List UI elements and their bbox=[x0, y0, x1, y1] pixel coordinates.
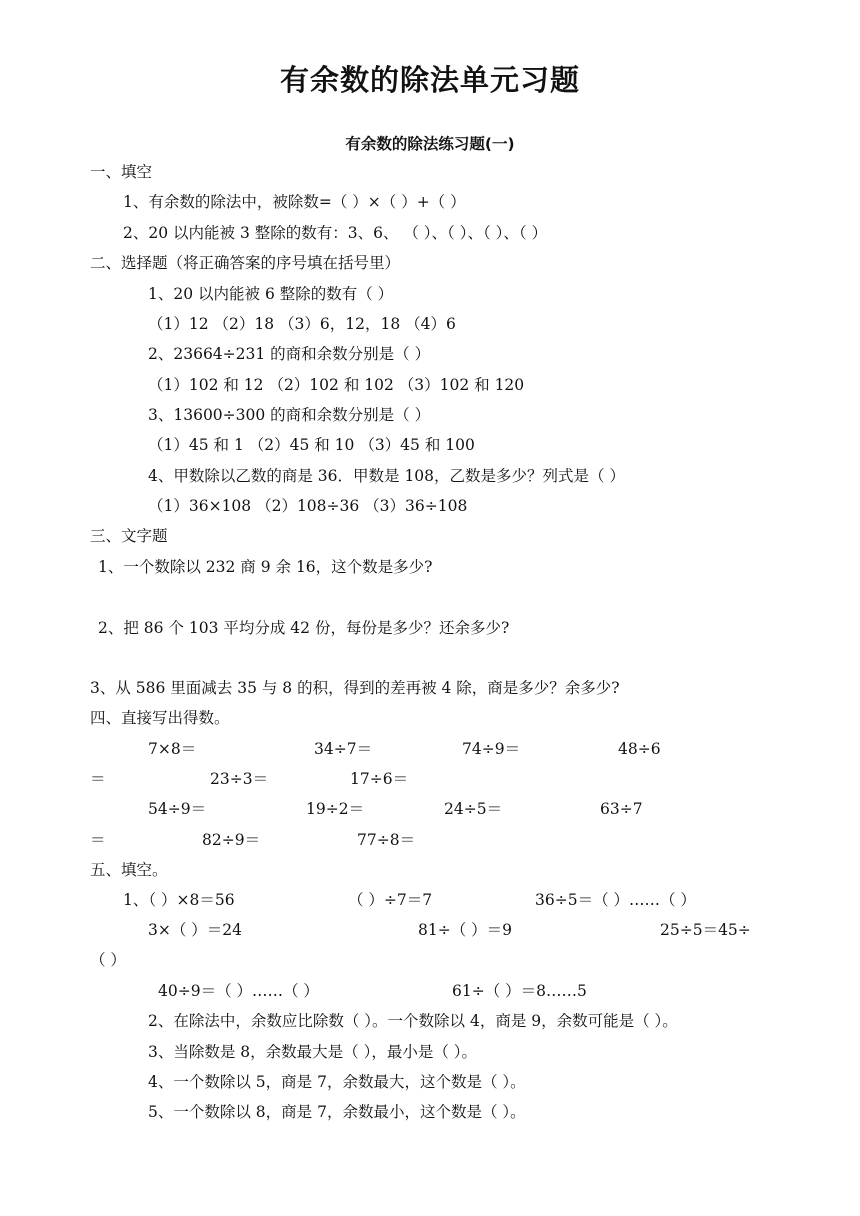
fill-item: （ ） bbox=[90, 951, 126, 969]
s2-question-4: 4、甲数除以乙数的商是 36．甲数是 108，乙数是多少？列式是（ ） bbox=[148, 467, 625, 485]
calc-item: 7×8＝ bbox=[148, 740, 197, 758]
fill-item: 61÷（ ）＝8……5 bbox=[452, 982, 587, 1000]
s3-question-2: 2、把 86 个 103 平均分成 42 份，每份是多少？还余多少? bbox=[98, 619, 510, 637]
fill-item: 3×（ ）＝24 bbox=[148, 921, 242, 939]
calc-item: 24÷5＝ bbox=[444, 800, 503, 818]
s5-question-2: 2、在除法中，余数应比除数（ ）。一个数除以 4，商是 9，余数可能是（ ）。 bbox=[148, 1012, 678, 1030]
fill-item: 36÷5＝（ ）……（ ） bbox=[535, 891, 696, 909]
fill-item: 1、（ ）×8＝56 bbox=[123, 891, 235, 909]
calc-item: 74÷9＝ bbox=[462, 740, 521, 758]
s2-question-3-options: （1）45 和 1 （2）45 和 10 （3）45 和 100 bbox=[148, 436, 475, 454]
section-4-heading: 四、直接写出得数。 bbox=[90, 709, 230, 727]
s1-question-1: 1、有余数的除法中，被除数=（ ）×（ ）+（ ） bbox=[123, 193, 466, 211]
s5-question-4: 4、一个数除以 5，商是 7，余数最大，这个数是（ ）。 bbox=[148, 1073, 526, 1091]
section-3-heading: 三、文字题 bbox=[90, 527, 168, 545]
s1-question-2: 2、20 以内能被 3 整除的数有：3、6、 （ ）、（ ）、（ ）、（ ） bbox=[123, 224, 548, 242]
calc-item: 63÷7 bbox=[600, 800, 643, 818]
calc-item: 17÷6＝ bbox=[350, 770, 409, 788]
s2-question-2-options: （1）102 和 12 （2）102 和 102 （3）102 和 120 bbox=[148, 376, 525, 394]
s2-question-1-options: （1）12 （2）18 （3）6，12，18 （4）6 bbox=[148, 315, 456, 333]
calc-item: 19÷2＝ bbox=[306, 800, 365, 818]
s5-question-3: 3、当除数是 8，余数最大是（ ），最小是（ ）。 bbox=[148, 1043, 478, 1061]
section-1-heading: 一、填空 bbox=[90, 163, 153, 181]
calc-item: 23÷3＝ bbox=[210, 770, 269, 788]
s2-question-1: 1、20 以内能被 6 整除的数有（ ） bbox=[148, 285, 394, 303]
calc-item: ＝ bbox=[90, 770, 106, 788]
calc-item: 77÷8＝ bbox=[357, 831, 416, 849]
fill-item: 25÷5＝45÷ bbox=[660, 921, 751, 939]
fill-item: 40÷9＝（ ）……（ ） bbox=[158, 982, 319, 1000]
s2-question-3: 3、13600÷300 的商和余数分别是（ ） bbox=[148, 406, 431, 424]
fill-item: 81÷（ ）＝9 bbox=[418, 921, 512, 939]
section-2-heading: 二、选择题（将正确答案的序号填在括号里） bbox=[90, 254, 401, 272]
s2-question-4-options: （1）36×108 （2）108÷36 （3）36÷108 bbox=[148, 497, 468, 515]
calc-item: ＝ bbox=[90, 831, 106, 849]
section-5-heading: 五、填空。 bbox=[90, 861, 168, 879]
calc-item: 48÷6 bbox=[618, 740, 661, 758]
s3-question-3: 3、从 586 里面减去 35 与 8 的积，得到的差再被 4 除，商是多少？余多少? bbox=[90, 679, 620, 697]
s5-question-5: 5、一个数除以 8，商是 7，余数最小，这个数是（ ）。 bbox=[148, 1103, 526, 1121]
page-title: 有余数的除法单元习题 bbox=[279, 63, 580, 97]
s2-question-2: 2、23664÷231 的商和余数分别是（ ） bbox=[148, 345, 431, 363]
calc-item: 54÷9＝ bbox=[148, 800, 207, 818]
fill-item: （ ）÷7＝7 bbox=[348, 891, 433, 909]
calc-item: 82÷9＝ bbox=[202, 831, 261, 849]
s3-question-1: 1、一个数除以 232 商 9 余 16，这个数是多少? bbox=[98, 558, 433, 576]
calc-item: 34÷7＝ bbox=[314, 740, 373, 758]
page-subtitle: 有余数的除法练习题(一) bbox=[345, 135, 515, 153]
